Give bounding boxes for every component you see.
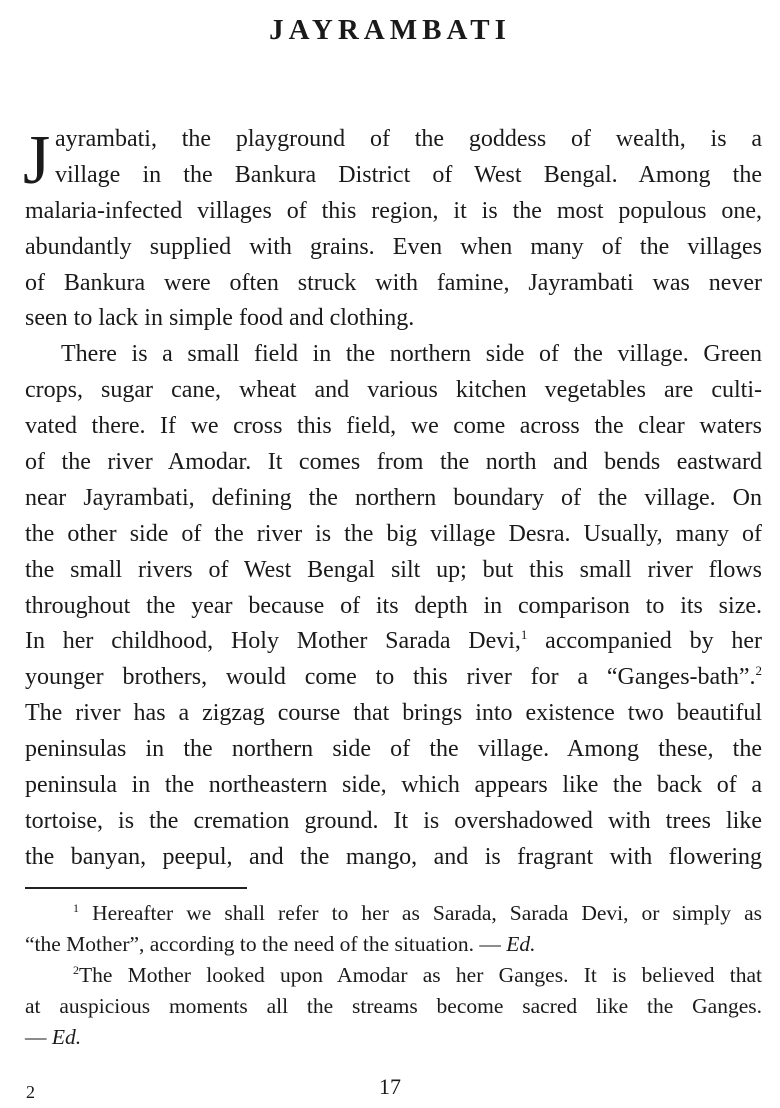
footnote-text: —	[25, 1025, 47, 1049]
footnote-divider	[25, 887, 247, 889]
text-line: ayrambati, the playground of the goddess of wealth, is a	[55, 126, 762, 152]
signature-mark: 2	[26, 1082, 35, 1102]
drop-cap: J	[23, 122, 51, 199]
footnote-ref-2[interactable]: 2	[755, 663, 762, 679]
footnote-mark: 1	[73, 901, 79, 915]
text-line: the small rivers of West Bengal silt up; but this small river flows	[25, 556, 762, 583]
footnote-2-line	[25, 960, 762, 991]
footnote-2-line: at auspicious moments all the streams become sacred like the Ganges.	[25, 994, 762, 1018]
text-line: malaria-infected villages of this region, it is the most populous one,	[25, 197, 762, 224]
footnote-text: “the Mother”, according to the need of the situation. —	[25, 932, 501, 956]
text-segment: In her childhood, Holy Mother Sarada Devi,	[25, 628, 521, 655]
text-line: The river has a zigzag course that brings into existence two beautiful	[25, 700, 762, 727]
footnote-text: The Mother looked upon Amodar as her Ganges. It is believed that	[79, 963, 762, 987]
page-number: 17	[379, 1074, 401, 1099]
text-line: peninsula in the northeastern side, which appears like the back of a	[25, 772, 762, 799]
text-line: abundantly supplied with grains. Even when many of the villages	[25, 233, 762, 260]
text-line: peninsulas in the northern side of the village. Among these, the	[25, 736, 762, 763]
editor-note: Ed.	[51, 1025, 82, 1049]
footnote-mark: 2	[73, 963, 79, 977]
text-line: of Bankura were often struck with famine, Jayrambati was never	[25, 269, 762, 296]
chapter-title: JAYRAMBATI	[269, 14, 511, 46]
text-line	[25, 660, 762, 696]
text-line: village in the Bankura District of West Bengal. Among the	[55, 161, 762, 188]
footnotes	[25, 898, 762, 1053]
footnote-1-line	[25, 929, 762, 960]
footnote-text: Hereafter we shall refer to her as Sarada, Sarada Devi, or simply as	[92, 901, 763, 925]
footnote-ref-1[interactable]: 1	[520, 627, 528, 643]
text-line: seen to lack in simple food and clothing.	[25, 305, 415, 332]
text-line: throughout the year because of its depth in comparison to its size.	[25, 592, 762, 619]
text-line: tortoise, is the cremation ground. It is overshadowed with trees like	[25, 807, 762, 834]
text-line: vated there. If we cross this field, we come across the clear waters	[25, 413, 762, 440]
text-line: crops, sugar cane, wheat and various kitchen vegetables are culti-	[25, 377, 762, 404]
text-line: near Jayrambati, defining the northern boundary of the village. On	[25, 484, 762, 511]
text-line: the other side of the river is the big village Desra. Usually, many of	[25, 520, 762, 547]
text-line: There is a small field in the northern side of the village. Green	[61, 341, 762, 368]
text-line: of the river Amodar. It comes from the north and bends eastward	[25, 449, 762, 476]
text-segment: accompanied by her	[527, 628, 762, 655]
footnote-2-line	[25, 1022, 762, 1053]
editor-note: Ed.	[506, 932, 536, 956]
text-segment: younger brothers, would come to this river for a “Ganges-bath”.	[25, 664, 756, 691]
text-line	[25, 624, 762, 660]
footnote-1-line	[25, 898, 762, 929]
text-line: the banyan, peepul, and the mango, and is fragrant with flowering	[25, 843, 762, 870]
body-text	[25, 122, 762, 876]
